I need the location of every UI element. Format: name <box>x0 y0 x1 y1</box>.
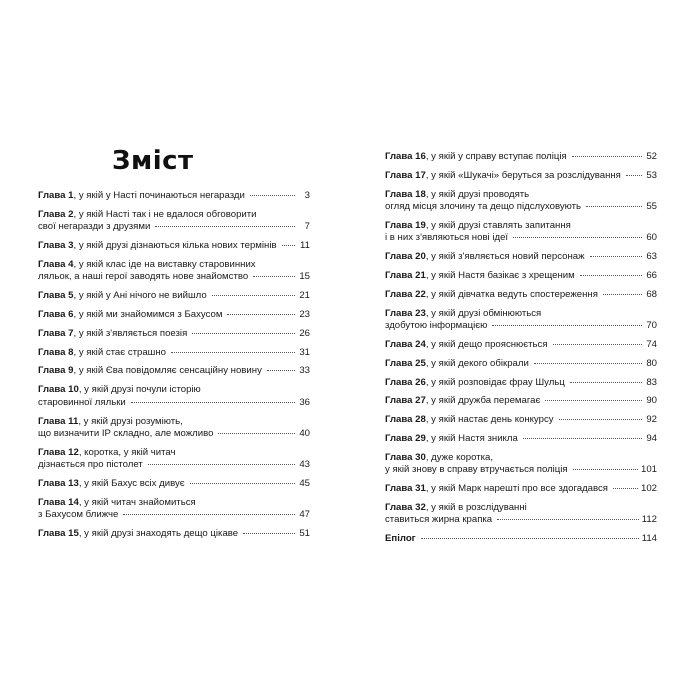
page-number: 102 <box>640 483 657 494</box>
page-title: Зміст <box>112 146 194 176</box>
page-number: 112 <box>641 514 657 526</box>
chapter-title: , у якій друзі обмінюються <box>425 307 542 319</box>
page-number: 90 <box>646 395 657 407</box>
chapter-title: , дуже коротка, <box>425 451 494 463</box>
page-number: 40 <box>299 428 310 439</box>
dot-leader <box>553 344 642 345</box>
toc-entry[interactable] <box>385 220 657 245</box>
chapter-label: Глава 16 <box>385 151 426 162</box>
dot-leader <box>227 314 295 315</box>
chapter-label: Глава 29 <box>385 432 426 444</box>
page-number: 114 <box>641 533 657 545</box>
toc-entry[interactable] <box>385 339 657 352</box>
dot-leader <box>573 469 638 470</box>
chapter-label: Глава 10 <box>38 384 79 396</box>
page-number: 80 <box>646 357 657 369</box>
page-number: 15 <box>299 271 310 283</box>
chapter-title: , у якій декого обікрали <box>425 357 529 369</box>
dot-leader <box>267 370 295 371</box>
chapter-title: огляд місця злочину та дещо підслуховують <box>385 201 582 213</box>
chapter-label: Глава 9 <box>38 365 74 377</box>
chapter-title: , коротка, у якій читач <box>78 446 176 458</box>
dot-leader <box>626 175 642 176</box>
dot-leader <box>131 402 295 403</box>
dot-leader <box>218 433 295 434</box>
dot-leader <box>155 226 295 227</box>
page-number: 60 <box>646 232 657 244</box>
dot-leader <box>243 533 295 534</box>
chapter-label: Глава 13 <box>38 478 79 490</box>
chapter-label: Глава 3 <box>38 240 74 252</box>
dot-leader <box>421 538 639 539</box>
toc-entry[interactable] <box>385 483 657 496</box>
dot-leader <box>190 483 295 484</box>
dot-leader <box>497 519 639 520</box>
chapter-title: , у якій друзі розуміють, <box>78 415 183 427</box>
chapter-label: Глава 20 <box>385 251 426 263</box>
page-number: 92 <box>646 414 657 426</box>
dot-leader <box>570 382 642 383</box>
chapter-title: що визначити IP складно, але можливо <box>38 428 214 439</box>
page-number: 74 <box>646 338 657 350</box>
dot-leader <box>603 294 642 295</box>
page-number: 11 <box>300 240 310 252</box>
toc-entry[interactable] <box>385 502 657 527</box>
toc-entry[interactable] <box>38 384 310 409</box>
dot-leader <box>559 419 642 420</box>
chapter-label: Глава 32 <box>385 501 426 513</box>
chapter-title: , у якій у Насті починаються негаразди <box>73 190 245 201</box>
chapter-label: Глава 5 <box>38 290 74 302</box>
page-number: 68 <box>646 288 657 300</box>
toc-entry[interactable] <box>385 395 657 408</box>
toc-entry[interactable] <box>385 433 657 446</box>
page-number: 26 <box>299 327 310 339</box>
chapter-title: , у якій дружба перемагає <box>425 395 541 407</box>
page-number: 43 <box>299 459 310 471</box>
dot-leader <box>613 488 638 489</box>
toc-entry[interactable] <box>385 377 657 390</box>
page-number: 3 <box>304 190 310 201</box>
toc-entry[interactable] <box>38 240 310 253</box>
toc-entry[interactable] <box>38 347 310 360</box>
chapter-title: , у якій з'являється поезія <box>73 327 188 339</box>
chapter-label: Глава 4 <box>38 258 74 270</box>
chapter-label: Глава 25 <box>385 357 426 369</box>
chapter-title: , у якій розповідає фрау Шульц <box>425 376 565 388</box>
toc-entry[interactable] <box>38 309 310 322</box>
page-number: 83 <box>646 376 657 388</box>
dot-leader <box>513 237 642 238</box>
toc-entry[interactable] <box>38 447 310 472</box>
dot-leader <box>171 352 295 353</box>
chapter-title: , у якій Єва повідомляє сенсаційну новину <box>73 365 262 377</box>
toc-entry[interactable] <box>38 259 310 284</box>
chapter-label: Глава 14 <box>38 496 79 508</box>
dot-leader <box>250 195 295 196</box>
chapter-title: , у якій у Ані нічого не вийшло <box>73 290 207 302</box>
chapter-label: Глава 23 <box>385 307 426 319</box>
chapter-title: , у якій клас іде на виставку старовинних <box>73 258 256 270</box>
chapter-title: і в них з'являються нові ідеї <box>385 232 509 244</box>
chapter-label: Глава 11 <box>38 415 79 427</box>
page-number: 33 <box>299 365 310 377</box>
chapter-title: з Бахусом ближче <box>38 509 119 521</box>
chapter-title: , у якій друзі проводять <box>425 188 530 200</box>
chapter-label: Епілог <box>385 533 416 545</box>
chapter-title: свої негаразди з друзями <box>38 221 151 233</box>
page-number: 31 <box>299 346 310 358</box>
chapter-label: Глава 1 <box>38 190 74 201</box>
chapter-label: Глава 26 <box>385 376 426 388</box>
dot-leader <box>148 464 295 465</box>
chapter-title: ставиться жирна крапка <box>385 514 493 526</box>
chapter-title: у якій знову в справу втручається поліція <box>385 464 568 476</box>
chapter-title: , у якій Настя базікає з хрещеним <box>425 270 575 281</box>
chapter-label: Глава 15 <box>38 528 79 540</box>
chapter-label: Глава 22 <box>385 288 426 300</box>
chapter-title: здобутою інформацією <box>385 320 488 332</box>
page-number: 55 <box>646 201 657 213</box>
chapter-title: , у якій читач знайомиться <box>78 496 196 508</box>
chapter-label: Глава 18 <box>385 188 426 200</box>
toc-entry[interactable] <box>38 328 310 341</box>
chapter-title: , у якій друзі дізнаються кілька нових термінів <box>73 240 277 252</box>
page-number: 70 <box>646 320 657 332</box>
page-number: 36 <box>299 396 310 408</box>
dot-leader <box>192 333 295 334</box>
chapter-title: , у якій настає день конкурсу <box>425 414 554 426</box>
chapter-title: , у якій ми знайомимся з Бахусом <box>73 309 223 320</box>
dot-leader <box>590 256 643 257</box>
chapter-label: Глава 12 <box>38 446 79 458</box>
toc-entry[interactable] <box>38 190 310 203</box>
dot-leader <box>282 245 295 246</box>
chapter-label: Глава 31 <box>385 483 426 494</box>
dot-leader <box>123 514 295 515</box>
dot-leader <box>523 438 642 439</box>
page-number: 21 <box>299 290 310 302</box>
toc-entry[interactable] <box>385 358 657 371</box>
chapter-title: , у якій Настя зникла <box>425 432 518 444</box>
toc-entry[interactable] <box>385 414 657 427</box>
chapter-title: , у якій друзі знаходять дещо цікаве <box>78 528 239 540</box>
chapter-title: , у якій з'являється новий персонаж <box>425 251 585 263</box>
dot-leader <box>253 276 295 277</box>
chapter-label: Глава 8 <box>38 346 74 358</box>
dot-leader <box>492 325 642 326</box>
page-number: 23 <box>299 309 310 320</box>
page-number: 47 <box>299 509 310 521</box>
page-number: 63 <box>646 251 657 263</box>
chapter-label: Глава 2 <box>38 208 74 220</box>
toc-entry[interactable] <box>38 416 310 441</box>
chapter-title: ляльок, а наші герої заводять нове знайомство <box>38 271 249 283</box>
chapter-title: старовинної ляльки <box>38 396 126 408</box>
chapter-title: , у якій дівчатка ведуть спостереження <box>425 288 598 300</box>
chapter-title: , у якій Бахус всіх дивує <box>78 478 185 490</box>
chapter-title: , у якій друзі почули історію <box>78 384 201 396</box>
toc-entry[interactable] <box>38 528 310 541</box>
chapter-label: Глава 7 <box>38 327 74 339</box>
chapter-title: , у якій друзі ставлять запитання <box>425 219 571 231</box>
toc-entry[interactable] <box>385 533 657 546</box>
toc-entry[interactable] <box>385 151 657 164</box>
toc-entry[interactable] <box>38 365 310 378</box>
page-number: 53 <box>646 169 657 181</box>
toc-entry[interactable] <box>385 270 657 283</box>
chapter-label: Глава 19 <box>385 219 426 231</box>
chapter-label: Глава 17 <box>385 169 426 181</box>
page-number: 7 <box>304 221 310 233</box>
page-number: 94 <box>646 432 657 444</box>
dot-leader <box>580 275 642 276</box>
toc-entry[interactable] <box>385 170 657 183</box>
dot-leader <box>572 156 642 157</box>
chapter-label: Глава 24 <box>385 338 426 350</box>
toc-entry[interactable] <box>38 290 310 303</box>
toc-entry[interactable] <box>385 189 657 214</box>
page-number: 101 <box>640 464 657 476</box>
chapter-label: Глава 27 <box>385 395 426 407</box>
dot-leader <box>586 206 642 207</box>
chapter-label: Глава 30 <box>385 451 426 463</box>
page-number: 66 <box>646 270 657 281</box>
chapter-label: Глава 6 <box>38 309 74 320</box>
chapter-title: , у якій дещо прояснюється <box>425 338 548 350</box>
page-number: 52 <box>646 151 657 162</box>
dot-leader <box>545 400 642 401</box>
chapter-title: , у якій стає страшно <box>73 346 167 358</box>
chapter-label: Глава 21 <box>385 270 426 281</box>
toc-entry[interactable] <box>385 452 657 477</box>
toc-entry[interactable] <box>385 251 657 264</box>
dot-leader <box>212 295 295 296</box>
toc-entry[interactable] <box>38 478 310 491</box>
chapter-title: , у якій Насті так і не вдалося обговорити <box>73 208 257 220</box>
toc-entry[interactable] <box>385 308 657 333</box>
chapter-title: дізнається про пістолет <box>38 459 143 471</box>
chapter-label: Глава 28 <box>385 414 426 426</box>
chapter-title: , у якій у справу вступає поліція <box>425 151 567 162</box>
toc-entry[interactable] <box>38 497 310 522</box>
toc-entry[interactable] <box>385 289 657 302</box>
chapter-title: , у якій «Шукачі» беруться за розслідування <box>425 169 621 181</box>
chapter-title: , у якій в розслідуванні <box>425 501 527 513</box>
toc-entry[interactable] <box>38 209 310 234</box>
chapter-title: , у якій Марк нарешті про все здогадався <box>425 483 608 494</box>
page-number: 45 <box>299 478 310 490</box>
page-number: 51 <box>299 528 310 540</box>
dot-leader <box>534 363 642 364</box>
